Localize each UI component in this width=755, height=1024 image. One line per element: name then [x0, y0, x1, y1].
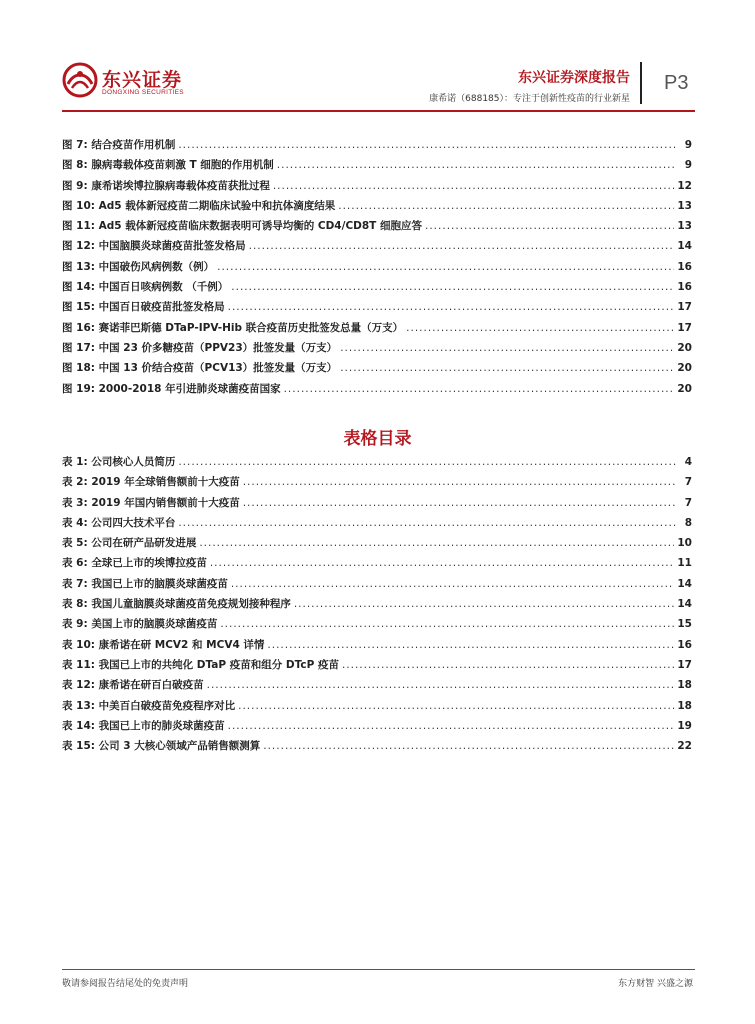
table-toc-entry-page: 18	[677, 679, 692, 692]
figure-toc-entry-page: 20	[677, 362, 692, 375]
figure-toc-entry[interactable]	[62, 178, 692, 198]
table-toc-entry-page: 19	[677, 719, 692, 732]
leader-dots	[220, 618, 674, 630]
leader-dots	[263, 740, 674, 752]
table-toc-entry-page: 16	[677, 638, 692, 651]
figure-toc-entry-page: 17	[677, 321, 692, 334]
table-toc-entry-page: 11	[677, 557, 692, 570]
figure-toc-entry-page: 14	[677, 240, 692, 253]
table-toc-entry-page: 4	[684, 456, 692, 468]
table-toc-entry-page: 14	[677, 598, 692, 611]
table-toc-entry[interactable]	[62, 698, 692, 718]
leader-dots	[207, 679, 675, 691]
leader-dots	[228, 720, 675, 732]
figure-toc-entry-label: 图 19: 2000-2018 年引进肺炎球菌疫苗国家	[62, 382, 281, 395]
figure-toc-entry-page: 17	[677, 301, 692, 314]
dongxing-logo-icon	[62, 62, 98, 98]
figure-toc-entry[interactable]	[62, 218, 692, 238]
leader-dots	[425, 220, 674, 232]
footer-slogan: 东方财智 兴盛之源	[618, 979, 693, 989]
table-toc-entry-label: 表 14: 我国已上市的肺炎球菌疫苗	[62, 719, 225, 732]
table-toc-entry[interactable]	[62, 474, 692, 494]
table-toc-entry-label: 表 12: 康希诺在研百白破疫苗	[62, 679, 204, 692]
table-toc-entry-page: 8	[684, 516, 692, 529]
table-toc-entry-label: 表 11: 我国已上市的共纯化 DTaP 疫苗和组分 DTcP 疫苗	[62, 658, 339, 671]
figure-toc-entry-page: 13	[677, 199, 692, 212]
figure-toc-entry-label: 图 12: 中国脑膜炎球菌疫苗批签发格局	[62, 240, 246, 253]
page-number: P3	[664, 72, 689, 94]
leader-dots	[243, 476, 677, 488]
leader-dots	[178, 139, 677, 151]
header-divider	[640, 62, 642, 104]
figure-toc-entry-label: 图 8: 腺病毒载体疫苗刺激 T 细胞的作用机制	[62, 159, 274, 172]
report-title: 东兴证券深度报告	[518, 70, 630, 86]
figure-toc-entry-page: 13	[677, 220, 692, 233]
leader-dots	[228, 301, 675, 313]
leader-dots	[406, 322, 674, 334]
table-toc-entry[interactable]	[62, 637, 692, 657]
table-toc-entry-label: 表 3: 2019 年国内销售额前十大疫苗	[62, 496, 240, 509]
figure-toc-entry[interactable]	[62, 360, 692, 380]
table-toc-entry-label: 表 15: 公司 3 大核心领域产品销售额测算	[62, 740, 261, 753]
table-toc-entry-page: 14	[677, 577, 692, 590]
table-toc-entry-label: 表 13: 中美百白破疫苗免疫程序对比	[62, 699, 236, 712]
logo-english-name: DONGXING SECURITIES	[102, 89, 184, 96]
figure-toc-entry-page: 16	[677, 281, 692, 294]
table-toc-entry[interactable]	[62, 535, 692, 555]
table-toc-entry-label: 表 8: 我国儿童脑膜炎球菌疫苗免疫规划接种程序	[62, 598, 291, 611]
table-toc-entry-page: 7	[684, 496, 692, 509]
leader-dots	[238, 700, 674, 712]
table-toc-entry[interactable]	[62, 616, 692, 636]
leader-dots	[249, 240, 675, 252]
leader-dots	[277, 159, 677, 171]
footer-rule	[62, 969, 695, 970]
figure-toc-entry[interactable]	[62, 381, 692, 401]
table-toc-entry[interactable]	[62, 718, 692, 738]
leader-dots	[267, 639, 674, 651]
table-toc-entry[interactable]	[62, 495, 692, 515]
table-toc-entry[interactable]	[62, 738, 692, 758]
table-toc-entry-label: 表 5: 公司在研产品研发进展	[62, 537, 197, 550]
page-header	[0, 0, 755, 110]
figure-toc-entry[interactable]	[62, 157, 692, 177]
table-toc-entry-page: 15	[677, 618, 692, 631]
leader-dots	[178, 517, 677, 529]
figure-toc-entry-label: 图 11: Ad5 载体新冠疫苗临床数据表明可诱导均衡的 CD4/CD8T 细胞应答	[62, 220, 422, 233]
leader-dots	[342, 659, 674, 671]
table-toc-entry[interactable]	[62, 596, 692, 616]
figure-toc-entry-label: 图 15: 中国百日破疫苗批签发格局	[62, 301, 225, 314]
table-toc-entry[interactable]	[62, 515, 692, 535]
table-toc-entry-label: 表 7: 我国已上市的脑膜炎球菌疫苗	[62, 577, 228, 590]
leader-dots	[243, 497, 677, 509]
table-toc-entry[interactable]	[62, 555, 692, 575]
table-toc-entry-label: 表 9: 美国上市的脑膜炎球菌疫苗	[62, 618, 218, 631]
leader-dots	[231, 281, 674, 293]
figure-toc-entry-label: 图 10: Ad5 载体新冠疫苗二期临床试验中和抗体滴度结果	[62, 199, 336, 212]
table-toc-entry-label: 表 10: 康希诺在研 MCV2 和 MCV4 详情	[62, 638, 265, 651]
table-toc-entry-page: 7	[684, 476, 692, 489]
table-toc-entry[interactable]	[62, 576, 692, 596]
table-toc-entry-label: 表 6: 全球已上市的埃博拉疫苗	[62, 557, 207, 570]
figure-toc-entry-page: 9	[684, 159, 692, 172]
footer-disclaimer: 敬请参阅报告结尾处的免责声明	[62, 979, 189, 989]
figure-toc-entry-page: 12	[677, 179, 692, 192]
tables-toc	[62, 454, 692, 758]
figure-toc-entry[interactable]	[62, 259, 692, 279]
leader-dots	[340, 362, 674, 374]
figure-toc-entry[interactable]	[62, 320, 692, 340]
table-toc-entry[interactable]	[62, 454, 692, 474]
figure-toc-entry-label: 图 17: 中国 23 价多糖疫苗（PPV23）批签发量（万支）	[62, 341, 338, 354]
company-logo	[62, 62, 262, 102]
figure-toc-entry-label: 图 7: 结合疫苗作用机制	[62, 139, 176, 151]
tables-toc-heading: 表格目录	[343, 429, 412, 449]
figure-toc-entry-page: 20	[677, 382, 692, 395]
logo-chinese-name: 东兴证券	[102, 69, 183, 91]
figure-toc-entry-label: 图 13: 中国破伤风病例数（例）	[62, 260, 215, 273]
leader-dots	[338, 200, 674, 212]
figures-toc	[62, 137, 692, 401]
leader-dots	[199, 537, 674, 549]
leader-dots	[231, 578, 675, 590]
leader-dots	[210, 557, 675, 569]
leader-dots	[284, 383, 675, 395]
table-toc-entry-page: 18	[677, 699, 692, 712]
table-toc-entry[interactable]	[62, 677, 692, 697]
table-toc-entry-page: 10	[677, 537, 692, 550]
figure-toc-entry[interactable]	[62, 198, 692, 218]
figure-toc-entry-label: 图 18: 中国 13 价结合疫苗（PCV13）批签发量（万支）	[62, 362, 338, 375]
table-toc-entry[interactable]	[62, 657, 692, 677]
leader-dots	[217, 261, 674, 273]
leader-dots	[294, 598, 675, 610]
header-rule	[62, 110, 695, 112]
figure-toc-entry-page: 16	[677, 260, 692, 273]
table-toc-entry-label: 表 4: 公司四大技术平台	[62, 516, 176, 529]
figure-toc-entry-label: 图 16: 赛诺菲巴斯德 DTaP-IPV-Hib 联合疫苗历史批签发总量（万支）	[62, 321, 404, 334]
figure-toc-entry-page: 20	[677, 341, 692, 354]
table-toc-entry-label: 表 2: 2019 年全球销售额前十大疫苗	[62, 476, 240, 489]
leader-dots	[273, 180, 675, 192]
table-toc-entry-page: 17	[677, 658, 692, 671]
table-toc-entry-page: 22	[677, 740, 692, 753]
table-toc-entry-label: 表 1: 公司核心人员简历	[62, 456, 176, 468]
leader-dots	[178, 456, 677, 468]
figure-toc-entry-label: 图 14: 中国百日咳病例数 （千例）	[62, 281, 229, 294]
figure-toc-entry-page: 9	[684, 139, 692, 151]
figure-toc-entry[interactable]	[62, 279, 692, 299]
report-subtitle: 康希诺（688185）：专注于创新性疫苗的行业新星	[429, 94, 630, 104]
figure-toc-entry[interactable]	[62, 238, 692, 258]
figure-toc-entry-label: 图 9: 康希诺埃博拉腺病毒载体疫苗获批过程	[62, 179, 270, 192]
figure-toc-entry[interactable]	[62, 137, 692, 157]
leader-dots	[340, 342, 674, 354]
figure-toc-entry[interactable]	[62, 299, 692, 319]
figure-toc-entry[interactable]	[62, 340, 692, 360]
